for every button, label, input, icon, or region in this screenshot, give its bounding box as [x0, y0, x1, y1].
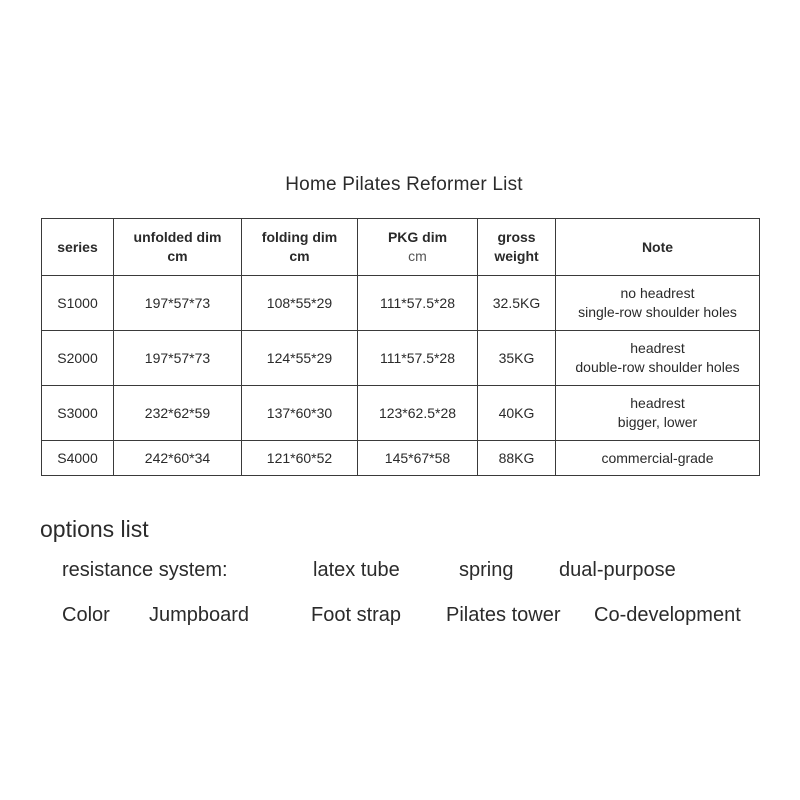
cell-unfolded-dim: 197*57*73	[114, 276, 242, 331]
column-header-folding-dim: folding dim cm	[242, 219, 358, 276]
reformer-spec-table	[41, 218, 760, 476]
cell-series: S4000	[42, 441, 114, 476]
option-foot-strap: Foot strap	[311, 604, 402, 626]
cell-folding-dim: 137*60*30	[242, 386, 358, 441]
cell-unfolded-dim: 242*60*34	[114, 441, 242, 476]
cell-note: no headrest single-row shoulder holes	[556, 276, 760, 331]
column-header-pkg-dim: PKG dim cm	[358, 219, 478, 276]
option-color: Color	[62, 604, 110, 626]
cell-pkg-dim: 111*57.5*28	[358, 331, 478, 386]
option-jumpboard: Jumpboard	[149, 604, 250, 626]
page-title: Home Pilates Reformer List	[285, 174, 523, 195]
table-row	[42, 276, 760, 331]
cell-note: headrest double-row shoulder holes	[556, 331, 760, 386]
table-row	[42, 441, 760, 476]
cell-folding-dim: 124*55*29	[242, 331, 358, 386]
option-latex-tube: latex tube	[313, 559, 400, 581]
option-pilates-tower: Pilates tower	[446, 604, 561, 626]
cell-unfolded-dim: 232*62*59	[114, 386, 242, 441]
cell-pkg-dim: 123*62.5*28	[358, 386, 478, 441]
column-header-unfolded-dim: unfolded dim cm	[114, 219, 242, 276]
cell-folding-dim: 121*60*52	[242, 441, 358, 476]
table-row	[42, 386, 760, 441]
column-header-series: series	[42, 219, 114, 276]
table-header-row	[42, 219, 760, 276]
cell-unfolded-dim: 197*57*73	[114, 331, 242, 386]
option-co-development: Co-development	[594, 604, 741, 626]
column-header-note: Note	[556, 219, 760, 276]
cell-gross-weight: 35KG	[478, 331, 556, 386]
cell-pkg-dim: 145*67*58	[358, 441, 478, 476]
cell-folding-dim: 108*55*29	[242, 276, 358, 331]
table-row	[42, 331, 760, 386]
cell-note: commercial-grade	[556, 441, 760, 476]
cell-gross-weight: 88KG	[478, 441, 556, 476]
resistance-system-label: resistance system:	[62, 559, 228, 581]
cell-gross-weight: 32.5KG	[478, 276, 556, 331]
cell-gross-weight: 40KG	[478, 386, 556, 441]
cell-series: S3000	[42, 386, 114, 441]
column-header-gross-weight: gross weight	[478, 219, 556, 276]
cell-series: S2000	[42, 331, 114, 386]
option-dual-purpose: dual-purpose	[559, 559, 676, 581]
cell-note: headrest bigger, lower	[556, 386, 760, 441]
option-spring: spring	[459, 559, 514, 581]
cell-series: S1000	[42, 276, 114, 331]
cell-pkg-dim: 111*57.5*28	[358, 276, 478, 331]
options-heading: options list	[40, 516, 149, 542]
